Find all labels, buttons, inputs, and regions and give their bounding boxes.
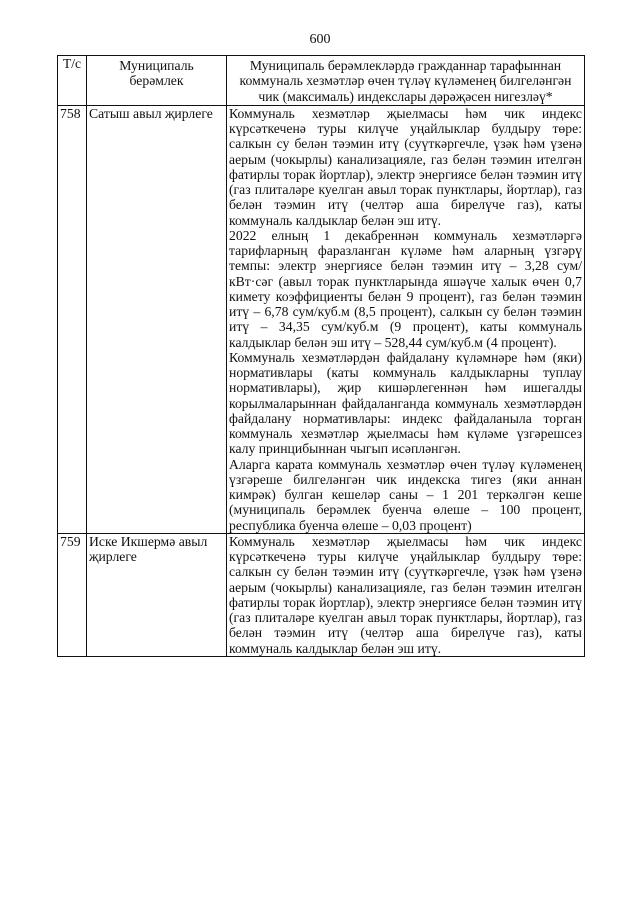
index-justification-table <box>57 55 585 657</box>
justification-paragraph: Коммуналь хезмәтләр җыелмасы һәм чик индекс күрсәткеченә туры килүче уңайлыклар булдыру төре: салкын су белән тәэмин итү (суүткәргечле, үзәк һәм үзенә аерым (чокырлы) канализацияле, газ белән тәэмин ителгән фатирлы торак йортлар), электр энергиясе белән тәэмин итү (газ плиталәре куелган авыл торак пунктлары, йортлар), газ белән тәэмин итү (челтәр аша бирелүче газ), каты коммуналь калдыклар белән эш итү. <box>229 105 582 228</box>
row-number: 759 <box>58 533 87 656</box>
header-num: Т/с <box>58 56 87 106</box>
row-number: 758 <box>58 105 87 533</box>
table-header-row <box>58 56 585 106</box>
header-municipality <box>87 56 227 106</box>
header-index-justification <box>227 56 585 106</box>
justification-cell <box>227 533 585 656</box>
table-row <box>58 533 585 656</box>
justification-cell <box>227 105 585 533</box>
header-municipality-text: Муниципаль берәмлек <box>119 58 194 89</box>
justification-paragraph: Коммуналь хезмәтләр җыелмасы һәм чик индекс күрсәткеченә туры килүче уңайлыклар булдыру төре: салкын су белән тәэмин итү (суүткәргечле, үзәк һәм үзенә аерым (чокырлы) канализацияле, газ белән тәэмин ителгән фатирлы торак йортлар), электр энергиясе белән тәэмин итү (газ плиталәре куелган авыл торак пунктлары, йортлар), газ белән тәэмин итү (челтәр аша бирелүче газ), каты коммуналь калдыклар белән эш итү. <box>229 533 582 656</box>
justification-paragraph: Коммуналь хезмәтләрдән файдалану күләмнәре һәм (яки) нормативлары (каты коммуналь калдыкларны туплау нормативлары), җир кишәрлегеннән һәм ишегалды корылмаларыннан файдаланганда коммуналь хезмәтләрдән файдалану нормативлары: индекс файдаланыла торган коммуналь хезмәтләр җыелмасы һәм күләме үзгәрешсез калу принцибыннан чыгып исәпләнгән. <box>229 349 582 457</box>
page-number: 600 <box>309 32 331 47</box>
justification-paragraph: 2022 елның 1 декабреннән коммуналь хезмәтләргә тарифларның фаразланган күләме һәм аларның үзгәрү темпы: электр энергиясе белән тәэмин итү – 3,28 сум/кВт·сәг (авыл торак пунктларында яшәүче халык өчен 0,7 кимету коэффициенты белән 9 процент), газ белән тәэмин итү – 6,78 сум/куб.м (8,5 процент), салкын су белән тәэмин итү – 34,35 сум/куб.м (9 процент), каты коммуналь калдыклар белән эш итү – 528,44 сум/куб.м (4 процент). <box>229 227 582 350</box>
header-index-text: Муниципаль берәмлекләрдә гражданнар тарафыннан коммуналь хезмәтләр өчен түләү күләменең билгеләнгән чик (максималь) индекслары дәрәҗәсен нигезләү* <box>239 58 572 104</box>
justification-paragraph: Аларга карата коммуналь хезмәтләр өчен түләү күләменең үзгәреше билгеләнгән чик индекска тигез (яки аннан кимрәк) булган кешеләр саны – 1 201 теркәлгән кеше (муниципаль берәмлек буенча өлеше – 100 процент, республика буенча өлеше – 0,03 процент) <box>229 456 582 533</box>
table-row <box>58 105 585 533</box>
municipality-name: Иске Икшермә авыл җирлеге <box>87 533 227 656</box>
municipality-name: Сатыш авыл җирлеге <box>87 105 227 533</box>
